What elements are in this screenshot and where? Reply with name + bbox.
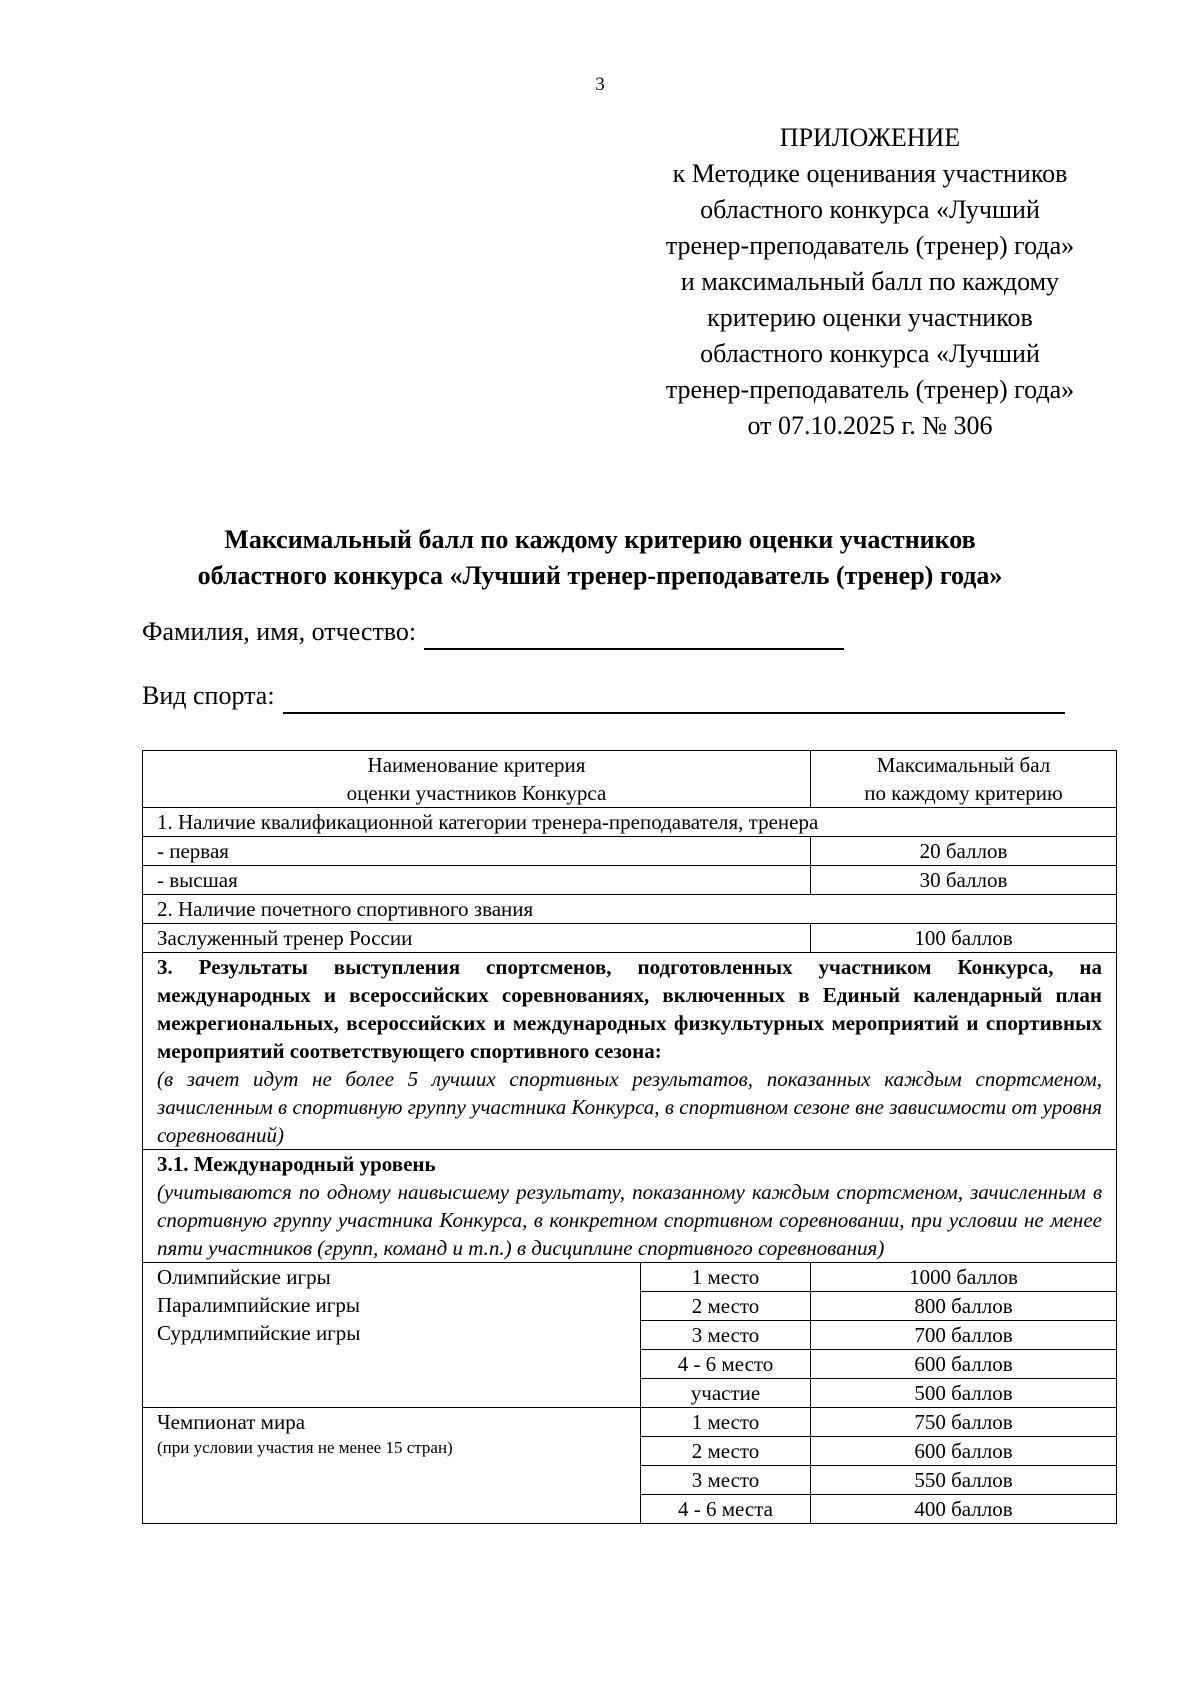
table-row xyxy=(143,1408,1117,1437)
section-3-note: (в зачет идут не более 5 лучших спортивных результатов, показанных каждым спортсменом, зачисленным в спортивную группу участника Конкурса, в спортивном сезоне вне зависимости от уровня соревнований) xyxy=(157,1067,1102,1147)
sport-field xyxy=(142,678,1065,714)
points-cell: 750 баллов xyxy=(811,1408,1117,1437)
section-31-cell xyxy=(143,1150,1117,1263)
header-score-line: Максимальный бал xyxy=(876,753,1051,777)
section-31-title: 3.1. Международный уровень xyxy=(157,1152,436,1176)
section-row xyxy=(143,808,1117,837)
olympic-names-cell xyxy=(143,1263,641,1408)
header-criterion-line: Наименование критерия xyxy=(367,753,586,777)
points-cell: 800 баллов xyxy=(811,1292,1117,1321)
points-cell: 600 баллов xyxy=(811,1350,1117,1379)
place-cell: 3 место xyxy=(641,1466,811,1495)
section-2-title: 2. Наличие почетного спортивного звания xyxy=(143,895,1117,924)
header-criterion-cell xyxy=(143,751,811,808)
appendix-block xyxy=(620,120,1120,444)
points-cell: 400 баллов xyxy=(811,1495,1117,1524)
appendix-line: к Методике оценивания участников xyxy=(672,159,1068,188)
header-score-line: по каждому критерию xyxy=(864,781,1063,805)
event-name: Олимпийские игры xyxy=(157,1265,331,1289)
row-value: 20 баллов xyxy=(811,837,1117,866)
fio-input-line[interactable] xyxy=(424,622,844,650)
page-number: 3 xyxy=(595,74,605,95)
table-row xyxy=(143,837,1117,866)
points-cell: 500 баллов xyxy=(811,1379,1117,1408)
row-value: 30 баллов xyxy=(811,866,1117,895)
row-label: - высшая xyxy=(143,866,811,895)
sport-label: Вид спорта: xyxy=(142,681,275,710)
section-row xyxy=(143,895,1117,924)
appendix-line: тренер-преподаватель (тренер) года» xyxy=(665,375,1075,404)
place-cell: 1 место xyxy=(641,1408,811,1437)
table-row xyxy=(143,924,1117,953)
place-cell: 2 место xyxy=(641,1292,811,1321)
title-line-2: областного конкурса «Лучший тренер-преподаватель (тренер) года» xyxy=(197,561,1003,590)
place-cell: участие xyxy=(641,1379,811,1408)
title-line-1: Максимальный балл по каждому критерию оценки участников xyxy=(224,525,976,554)
sport-input-line[interactable] xyxy=(283,686,1065,714)
table-row xyxy=(143,866,1117,895)
appendix-line: тренер-преподаватель (тренер) года» xyxy=(665,231,1075,260)
header-score-cell xyxy=(811,751,1117,808)
appendix-line: и максимальный балл по каждому xyxy=(680,267,1060,296)
place-cell: 3 место xyxy=(641,1321,811,1350)
document-title xyxy=(100,522,1100,594)
place-cell: 4 - 6 места xyxy=(641,1495,811,1524)
appendix-line: критерию оценки участников xyxy=(707,303,1033,332)
row-value: 100 баллов xyxy=(811,924,1117,953)
section-3-title: 3. Результаты выступления спортсменов, подготовленных участником Конкурса, на международных и всероссийских соревнованиях, включенных в Единый календарный план межрегиональных, всероссийских и международных физкультурных мероприятий и спортивных мероприятий соответствующего спортивного сезона: xyxy=(157,955,1102,1063)
section-row xyxy=(143,1150,1117,1263)
criteria-table xyxy=(142,750,1117,1524)
row-label: Заслуженный тренер России xyxy=(143,924,811,953)
fio-label: Фамилия, имя, отчество: xyxy=(142,617,417,646)
section-3-cell xyxy=(143,953,1117,1150)
points-cell: 700 баллов xyxy=(811,1321,1117,1350)
table-header-row xyxy=(143,751,1117,808)
points-cell: 600 баллов xyxy=(811,1437,1117,1466)
points-cell: 1000 баллов xyxy=(811,1263,1117,1292)
section-1-title: 1. Наличие квалификационной категории тренера-преподавателя, тренера xyxy=(143,808,1117,837)
event-name: Сурдлимпийские игры xyxy=(157,1321,361,1345)
appendix-line: областного конкурса «Лучший xyxy=(700,339,1040,368)
event-name: Паралимпийские игры xyxy=(157,1293,361,1317)
section-31-note: (учитываются по одному наивысшему результату, показанному каждым спортсменом, зачисленным в спортивную группу участника Конкурса, в конкретном спортивном соревновании, при условии не менее пяти участников (групп, команд и т.п.) в дисциплине спортивного соревнования) xyxy=(157,1180,1102,1260)
points-cell: 550 баллов xyxy=(811,1466,1117,1495)
header-criterion-line: оценки участников Конкурса xyxy=(346,781,607,805)
place-cell: 1 место xyxy=(641,1263,811,1292)
fio-field xyxy=(142,614,844,650)
event-name: Чемпионат мира xyxy=(157,1410,306,1434)
appendix-line: областного конкурса «Лучший xyxy=(700,195,1040,224)
appendix-line: ПРИЛОЖЕНИЕ xyxy=(779,123,961,152)
place-cell: 2 место xyxy=(641,1437,811,1466)
place-cell: 4 - 6 место xyxy=(641,1350,811,1379)
event-note: (при условии участия не менее 15 стран) xyxy=(157,1438,453,1457)
world-name-cell xyxy=(143,1408,641,1524)
table-row xyxy=(143,1263,1117,1292)
section-row xyxy=(143,953,1117,1150)
appendix-line: от 07.10.2025 г. № 306 xyxy=(747,411,993,440)
row-label: - первая xyxy=(143,837,811,866)
